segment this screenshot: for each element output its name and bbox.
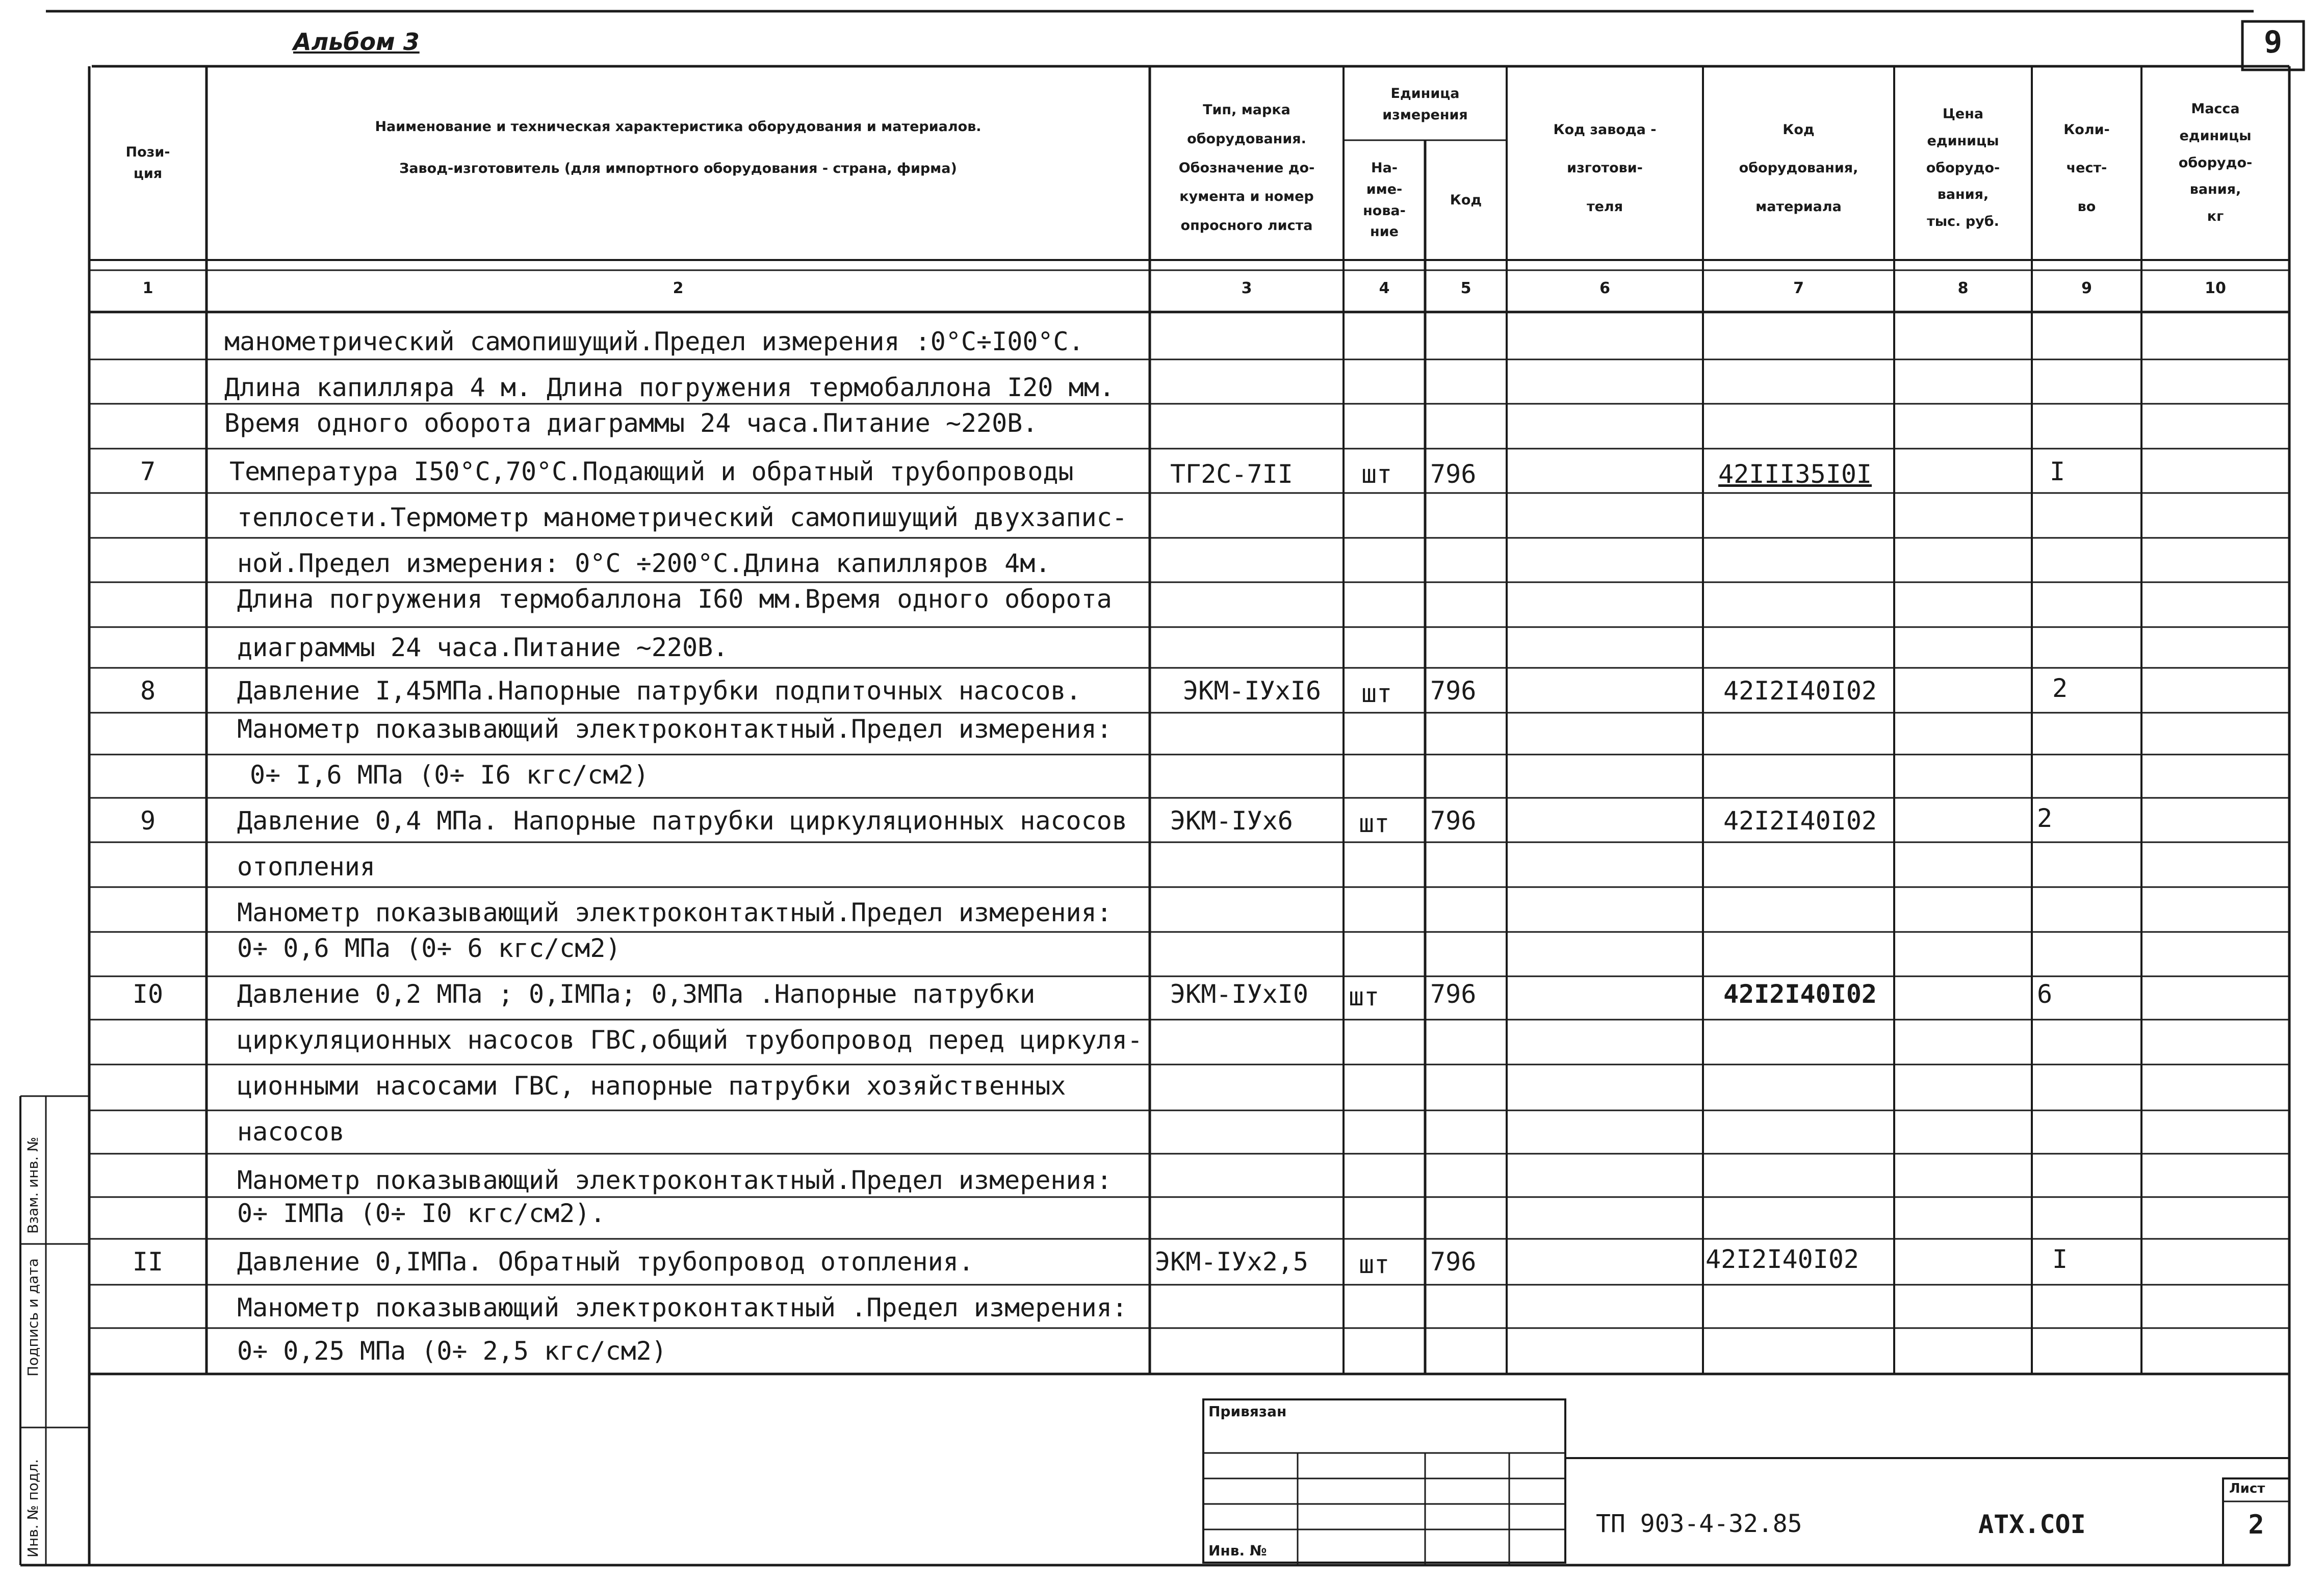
- item-position: 7: [140, 457, 156, 486]
- header-name-line1: Наименование и техническая характеристика оборудования и материалов.: [375, 119, 982, 135]
- item-quantity: 2: [2037, 803, 2053, 833]
- header-unit-code: Код: [1450, 192, 1482, 208]
- header-price: Цена единицы оборудо- вания, тыс. руб.: [1926, 106, 2000, 229]
- sheet-number: 2: [2248, 1510, 2264, 1540]
- description-line: Манометр показывающий электроконтактный .Предел измерения:: [237, 1293, 1127, 1322]
- page-number: 9: [2263, 24, 2283, 60]
- item-unit: шт: [1349, 982, 1380, 1011]
- description-line: Манометр показывающий электроконтактный.Предел измерения:: [237, 714, 1112, 744]
- item-unit: шт: [1359, 1250, 1390, 1279]
- item-quantity: I: [2050, 457, 2065, 486]
- description-line: Температура I50°С,70°С.Подающий и обратный трубопроводы: [229, 457, 1074, 486]
- document-code: ТП 903-4-32.85: [1596, 1510, 1802, 1538]
- item-type: ЭКМ-IУх6: [1170, 806, 1293, 836]
- header-position: Пози- ция: [125, 144, 170, 181]
- col-number-4: 4: [1379, 279, 1390, 297]
- description-line: насосов: [237, 1117, 345, 1147]
- header-name: [206, 92, 1150, 204]
- description-line: Давление 0,4 МПа. Напорные патрубки циркуляционных насосов: [237, 806, 1127, 836]
- item-equipment-code: 42III35I0I: [1718, 459, 1872, 489]
- item-position: II: [132, 1247, 164, 1277]
- stamp-linked-label: Привязан: [1208, 1403, 1287, 1420]
- item-position: 9: [140, 806, 156, 836]
- item-unit: шт: [1359, 809, 1390, 838]
- description-line: Давление 0,IМПа. Обратный трубопровод отопления.: [237, 1247, 974, 1277]
- header-unit: Единица измерения: [1382, 86, 1468, 123]
- description-line: 0÷ IМПа (0÷ I0 кгс/см2).: [237, 1199, 606, 1228]
- description-line: 0÷ I,6 МПа (0÷ I6 кгс/см2): [250, 760, 649, 790]
- item-unit: шт: [1361, 459, 1392, 489]
- item-unit-code: 796: [1430, 806, 1477, 836]
- col-number-6: 6: [1599, 279, 1610, 297]
- item-quantity: 6: [2037, 979, 2053, 1009]
- drawing-code: АТХ.COI: [1978, 1510, 2086, 1539]
- item-equipment-code: 42I2I40I02: [1723, 806, 1877, 836]
- stamp-inv-label: Инв. №: [1208, 1542, 1267, 1559]
- description-line: Манометр показывающий электроконтактный.Предел измерения:: [237, 1165, 1112, 1195]
- col-number-1: 1: [142, 279, 153, 297]
- item-quantity: 2: [2052, 673, 2068, 703]
- header-name-line2: Завод-изготовитель (для импортного оборудования - страна, фирма): [399, 161, 957, 176]
- description-line: Время одного оборота диаграммы 24 часа.Питание ~220В.: [224, 408, 1038, 438]
- item-position: 8: [140, 676, 156, 706]
- item-quantity: I: [2052, 1244, 2068, 1274]
- sheet-label: Лист: [2229, 1481, 2265, 1496]
- item-unit-code: 796: [1430, 459, 1477, 489]
- item-unit-code: 796: [1430, 979, 1477, 1009]
- description-line: ционными насосами ГВС, напорные патрубки хозяйственных: [237, 1071, 1066, 1101]
- item-type: ЭКМ-IУхI0: [1170, 979, 1308, 1009]
- header-factory-code: Код завода - изготови- теля: [1553, 121, 1657, 215]
- item-unit: шт: [1361, 679, 1392, 708]
- header-equipment-code: Код оборудования, материала: [1739, 121, 1858, 215]
- col-number-3: 3: [1241, 279, 1252, 297]
- description-line: теплосети.Термометр манометрический самопишущий двухзапис-: [237, 503, 1127, 532]
- item-unit-code: 796: [1430, 1247, 1477, 1277]
- header-unit-name: На- име- нова- ние: [1363, 160, 1406, 240]
- item-unit-code: 796: [1430, 676, 1477, 706]
- description-line: ной.Предел измерения: 0°С ÷200°С.Длина капилляров 4м.: [237, 549, 1051, 578]
- description-line: 0÷ 0,25 МПа (0÷ 2,5 кгс/см2): [237, 1336, 667, 1366]
- item-type: ЭКМ-IУх2,5: [1155, 1247, 1309, 1277]
- col-number-5: 5: [1460, 279, 1471, 297]
- description-line: Длина погружения термобаллона I60 мм.Время одного оборота: [237, 584, 1112, 614]
- side-label-replace-inv: Взам. инв. №: [24, 1136, 41, 1234]
- col-number-9: 9: [2081, 279, 2092, 297]
- item-equipment-code: 42I2I40I02: [1723, 676, 1877, 706]
- description-line: Давление 0,2 МПа ; 0,IМПа; 0,3МПа .Напорные патрубки: [237, 979, 1036, 1009]
- description-line: 0÷ 0,6 МПа (0÷ 6 кгс/см2): [237, 933, 621, 963]
- header-type: Тип, марка оборудования. Обозначение до- кумента и номер опросного листа: [1178, 102, 1315, 234]
- header-quantity: Коли- чест- во: [2063, 121, 2110, 215]
- col-number-8: 8: [1957, 279, 1969, 297]
- album-label: Альбом 3: [293, 28, 420, 56]
- description-line: циркуляционных насосов ГВС,общий трубопровод перед циркуля-: [237, 1025, 1143, 1055]
- header-mass: Масса единицы оборудо- вания, кг: [2178, 101, 2253, 224]
- item-type: ТГ2С-7II: [1170, 459, 1293, 489]
- item-type: ЭКМ-IУхI6: [1183, 676, 1321, 706]
- item-equipment-code: 42I2I40I02: [1723, 979, 1877, 1009]
- item-position: I0: [132, 979, 164, 1009]
- description-line: Длина капилляра 4 м. Длина погружения термобаллона I20 мм.: [224, 373, 1115, 402]
- side-label-sign-date: Подпись и дата: [24, 1258, 41, 1377]
- description-line: Манометр показывающий электроконтактный.Предел измерения:: [237, 898, 1112, 927]
- description-line: диаграммы 24 часа.Питание ~220В.: [237, 633, 729, 662]
- description-line: Давление I,45МПа.Напорные патрубки подпиточных насосов.: [237, 676, 1081, 706]
- side-label-inv-orig: Инв. № подл.: [24, 1459, 41, 1557]
- col-number-2: 2: [673, 279, 684, 297]
- col-number-7: 7: [1793, 279, 1804, 297]
- col-number-10: 10: [2205, 279, 2226, 297]
- description-line: манометрический самопишущий.Предел измерения :0°С÷I00°С.: [224, 327, 1084, 356]
- description-line: отопления: [237, 852, 375, 881]
- item-equipment-code: 42I2I40I02: [1706, 1244, 1860, 1274]
